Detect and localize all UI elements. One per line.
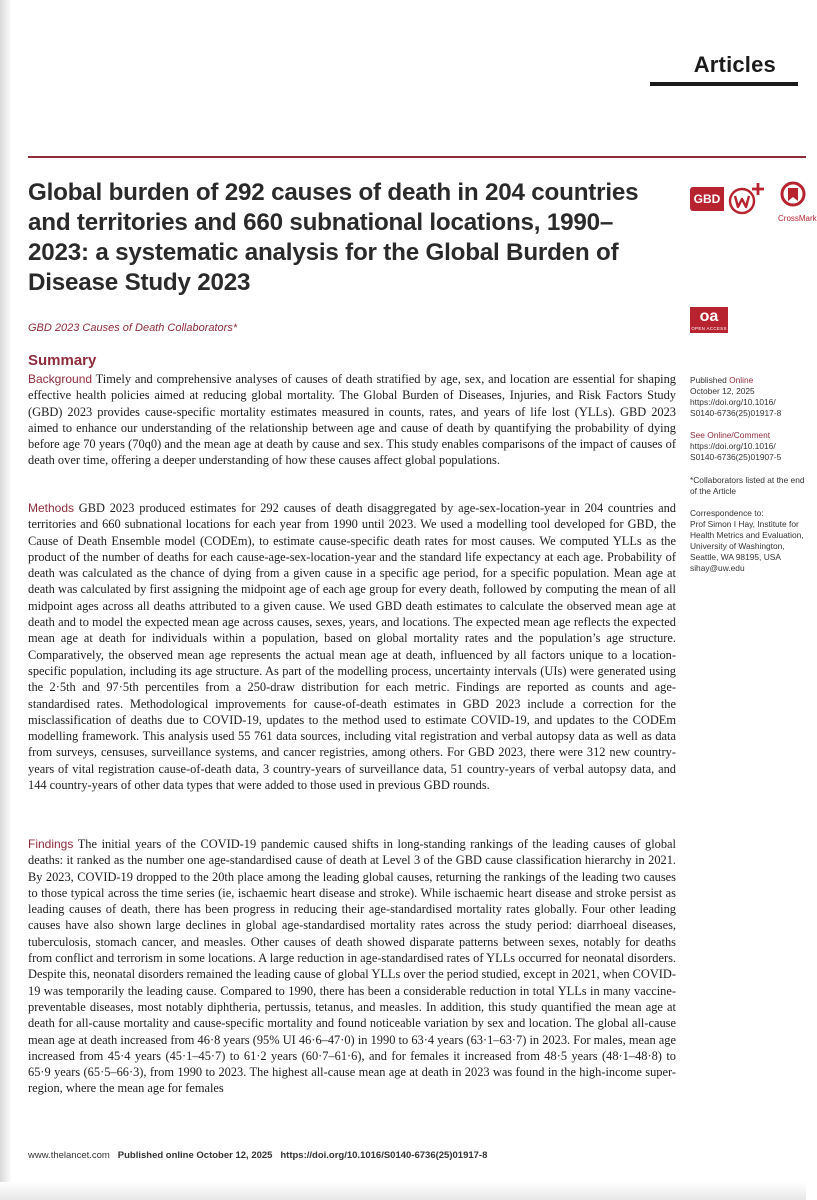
correspondence-email[interactable]: sihay@uw.edu [690, 563, 745, 573]
compass-w-icon [727, 182, 767, 216]
footer-published: Published online October 12, 2025 [117, 1150, 273, 1161]
published-line [690, 375, 806, 386]
see-doi-link[interactable]: https://doi.org/10.1016/ [690, 441, 776, 451]
footer-doi[interactable]: https://doi.org/10.1016/S0140-6736(25)01917-8 [280, 1150, 488, 1161]
crossmark-label: CrossMark [778, 214, 817, 223]
published-prefix: Published [690, 375, 730, 385]
findings-label: Findings [28, 837, 74, 851]
background-label: Background [28, 372, 93, 386]
title-divider [28, 156, 806, 158]
background-paragraph [28, 371, 676, 469]
published-info [690, 375, 806, 419]
see-comment-info [690, 430, 806, 463]
see-comment-label: See Online/Comment [690, 430, 771, 440]
collaborators-note: *Collaborators listed at the end of the Article [690, 475, 805, 496]
correspondence-label: Correspondence to: [690, 508, 764, 518]
see-doi-link-cont[interactable]: S0140-6736(25)01907-5 [690, 452, 782, 462]
correspondence-info [690, 508, 806, 574]
gbd-logo: GBD [690, 187, 724, 211]
article-title: Global burden of 292 causes of death in 204 countries and territories and 660 subnational locations, 1990–2023: a systematic analysis for the Global Burden of Disease Study 2023 [28, 179, 639, 296]
page-footer [28, 1150, 487, 1161]
background-text: Timely and comprehensive analyses of causes of death stratified by age, sex, and location are essential for shaping effective health policies aimed at reducing global mortality. The Global Burden of Diseases, Injuries, and Risk Factors Study (GBD) 2023 provides cause-specific mortality estimates measured in counts, rates, and years of life lost (YLLs). GBD 2023 aimed to enhance our understanding of the relationship between age and cause of death by quantifying the probability of dying before age 70 years (70q0) and the mean age at death by cause and sex. This study enables comparisons of the impact of causes of death over time, offering a deeper understanding of how these causes affect global populations. [28, 372, 676, 468]
published-date: October 12, 2025 [690, 386, 755, 396]
methods-text: GBD 2023 produced estimates for 292 causes of death disaggregated by age-sex-location-year in 204 countries and territories and 660 subnational locations for each year from 1990 until 2023. We used a modelling tool developed for GBD, the Cause of Death Ensemble model (CODEm), to estimate cause-specific death rates for most causes. We computed YLLs as the product of the number of deaths for each cause-age-sex-location-year and the standard life expectancy at each age. Probability of death was calculated as the chance of dying from a given cause in a specific age period, for a specific population. Mean age at death was calculated by first assigning the midpoint age of each age group for every death, followed by computing the mean of all midpoint ages across all deaths attributed to a given cause. We used GBD death estimates to calculate the observed mean age at death and to model the expected mean age across causes, sexes, years, and locations. The expected mean age reflects the expected mean age at death for individuals within a population, based on global mortality rates and the population’s age structure. Comparatively, the observed mean age represents the actual mean age at death, influenced by all factors unique to a location-specific population, including its age structure. As part of the modelling process, uncertainty intervals (UIs) were generated using the 2·5th and 97·5th percentiles from a 250-draw distribution for each metric. Findings are reported as counts and age-standardised rates. Methodological improvements for cause-of-death estimates in GBD 2023 include a correction for the misclassification of deaths due to COVID-19, updates to the method used to estimate COVID-19, and updates to the CODEm modelling framework. This analysis used 55 761 data sources, including vital registration and verbal autopsy data as well as data from surveys, censuses, surveillance systems, and cancer registries, among others. For GBD 2023, there were 312 new country-years of vital registration cause-of-death data, 3 country-years of surveillance data, 51 country-years of verbal autopsy data, and 144 country-years of other data types that were added to those used in previous GBD rounds. [28, 501, 676, 793]
authors-line[interactable]: GBD 2023 Causes of Death Collaborators* [28, 322, 238, 334]
open-access-badge [690, 307, 728, 333]
findings-text: The initial years of the COVID-19 pandemic caused shifts in long-standing rankings of the leading causes of global deaths: it ranked as the number one age-standardised cause of death at Level 3 of the GBD cause classification hierarchy in 2021. By 2023, COVID-19 dropped to the 20th place among the leading global causes, returning the rankings of the leading two causes to those typical across the time series (ie, ischaemic heart disease and stroke). While ischaemic heart disease and stroke persist as leading causes of death, there has been progress in reducing their age-standardised mortality rates globally. Four other leading causes have also shown large declines in global age-standardised mortality rates across the study period: diarrhoeal diseases, tuberculosis, stomach cancer, and measles. Other causes of death showed disparate patterns between sexes, notably for deaths from conflict and terrorism in some locations. A large reduction in age-standardised rates of YLLs occurred for neonatal disorders. Despite this, neonatal disorders remained the leading cause of global YLLs over the period studied, except in 2021, when COVID-19 was temporarily the leading cause. Compared to 1990, there has been a considerable reduction in total YLLs in many vaccine-preventable diseases, most notably diphtheria, pertussis, tetanus, and measles. In addition, this study quantified the mean age at death for all-cause mortality and cause-specific mortality and found noticeable variation by sex and location. The global all-cause mean age at death increased from 46·8 years (95% UI 46·6–47·0) in 1990 to 63·4 years (63·1–63·7) in 2023. For males, mean age increased from 45·4 years (45·1–45·7) to 61·2 years (60·7–61·6), and for females it increased from 48·5 years (48·1–48·8) to 65·9 years (65·5–66·3), from 1990 to 2023. The highest all-cause mean age at death in 2023 was found in the high-income super-region, where the mean age for females [28, 837, 676, 1096]
footer-site[interactable]: www.thelancet.com [28, 1150, 110, 1161]
page-edge-shadow [0, 0, 12, 1200]
methods-label: Methods [28, 501, 75, 515]
oa-text: oa [699, 308, 719, 325]
published-doi-link-cont[interactable]: S0140-6736(25)01917-8 [690, 408, 782, 418]
findings-paragraph [28, 836, 676, 1097]
summary-heading: Summary [28, 352, 97, 369]
published-doi-link[interactable]: https://doi.org/10.1016/ [690, 397, 776, 407]
oa-subtext: OPEN ACCESS [691, 326, 727, 331]
header-rule [650, 82, 798, 86]
correspondence-address: Prof Simon I Hay, Institute for Health Metrics and Evaluation, University of Washington, Seattle, WA 98195, USA [690, 519, 804, 562]
section-label: Articles [693, 52, 776, 77]
published-online-label: Online [729, 375, 754, 385]
methods-paragraph [28, 500, 676, 793]
page-bottom-edge [0, 1182, 806, 1200]
